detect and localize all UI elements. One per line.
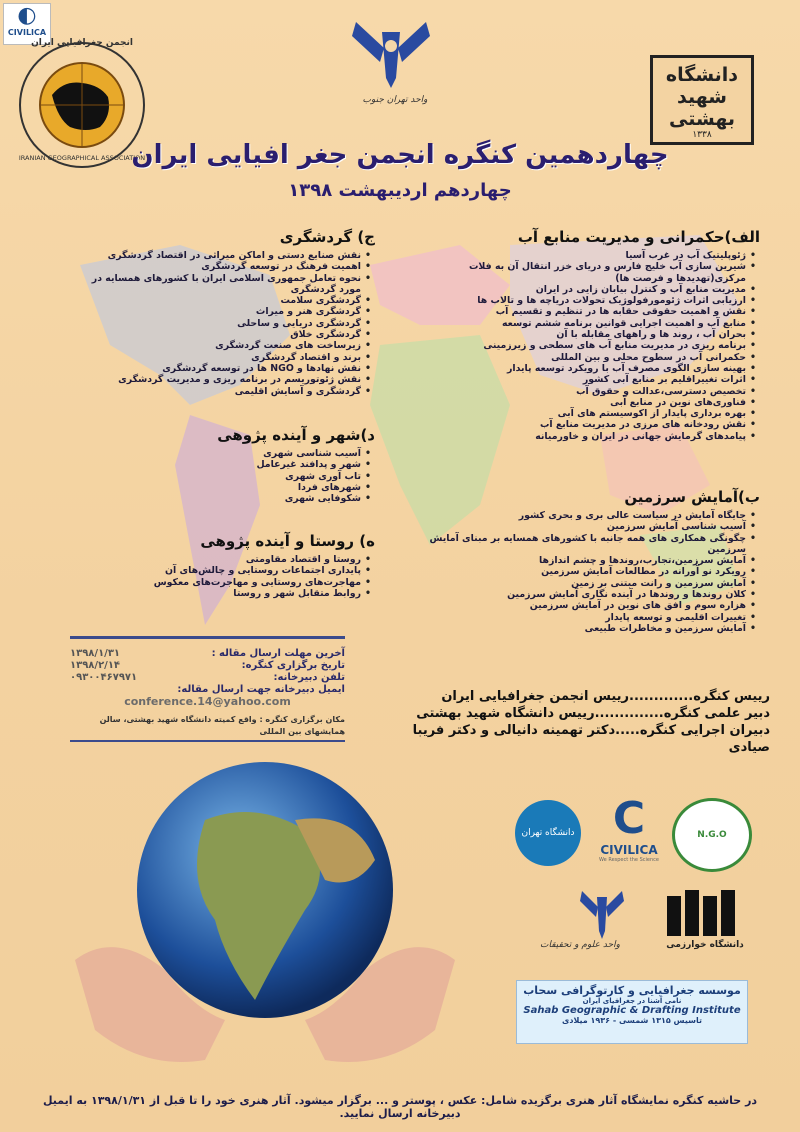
sahab-english-name: Sahab Geographic & Drafting Institute	[523, 1005, 741, 1016]
list-item: • آمایش سرزمین و مخاطرات طبیعی	[400, 623, 746, 634]
list-item: • اهمیت فرهنگ در توسعه گردشگری	[75, 261, 361, 272]
official-line: دبیر علمی کنگره..............رییس دانشگاه شهید بهشتی	[416, 706, 770, 721]
section-land-use-planning	[400, 488, 760, 634]
ngo-logo	[672, 798, 752, 872]
deadline-value: ۱۳۹۸/۱/۳۱	[70, 648, 121, 659]
azad-science-caption: واحد علوم و تحقیقات	[540, 940, 620, 950]
list-item: • پایداری اجتماعات روستایی و چالش‌های آن	[95, 565, 361, 576]
section-e-list	[95, 554, 375, 599]
list-item: • نقش صنایع دستی و اماکن میراثی در اقتصاد گردشگری	[75, 250, 361, 261]
section-d-list	[95, 448, 375, 504]
civilica-badge-label: CIVILICA	[7, 28, 47, 37]
official-line: رییس کنگره.............رییس انجمن جغرافیایی ایران	[441, 689, 770, 704]
congress-title: چهاردهمین کنگره انجمن جغر افیایی ایران	[131, 140, 669, 170]
list-item: • چگونگی همکاری های همه جانبه با کشورهای همسایه بر مبنای آمایش سرزمین	[400, 533, 746, 556]
sahab-established: تاسیس ۱۳۱۵ شمسی - ۱۹۳۶ میلادی	[562, 1016, 702, 1025]
azad-science-logo	[578, 885, 626, 945]
list-item: • اثرات تغییراقلیم بر منابع آبی کشور	[400, 374, 746, 385]
important-dates	[70, 648, 345, 738]
list-item: • برند و اقتصاد گردشگری	[75, 352, 361, 363]
section-c-heading: ج) گردشگری	[279, 228, 375, 246]
sahab-institute-logo	[516, 980, 748, 1044]
beheshti-logo	[650, 55, 754, 145]
congress-date-subtitle: چهاردهم اردیبهشت ۱۳۹۸	[288, 180, 512, 201]
congress-date-value: ۱۳۹۸/۲/۱۴	[70, 660, 121, 671]
civilica-label: CIVILICA	[600, 843, 658, 857]
sahab-subtitle: نامی آشنا در جغرافیای ایران	[582, 997, 682, 1005]
list-item: • هزاره سوم و افق های نوین در آمایش سرزمین	[400, 600, 746, 611]
section-a-heading: الف)حکمرانی و مدیریت منابع آب	[517, 228, 760, 246]
azad-university-logo	[350, 12, 432, 92]
list-item: • بهینه سازی الگوی مصرف آب با رویکرد توسعه پایدار	[400, 363, 746, 374]
section-e-heading: ه) روستا و آینده پژوهی	[200, 532, 375, 550]
list-item: • روابط متقابل شهر و روستا	[95, 588, 361, 599]
phone-label: تلفن دبیرخانه:	[273, 672, 345, 683]
congress-officials	[380, 688, 770, 756]
phone-value: ۰۹۳۰۰۴۶۷۹۷۱	[70, 672, 138, 683]
kharazmi-logo	[655, 890, 747, 936]
list-item: • نحوه تعامل جمهوری اسلامی ایران با کشورهای همسایه در مورد گردشگری	[75, 273, 361, 296]
list-item: • گردشگری و آسایش اقلیمی	[75, 386, 361, 397]
section-tourism	[75, 228, 375, 397]
list-item: • پیامدهای گرمایش جهانی در ایران و خاورمیانه	[400, 431, 746, 442]
email-link[interactable]: conference.14@yahoo.com	[124, 695, 291, 708]
list-item: • نقش و اهمیت حقوقی حقابه ها در تنظیم و تقسیم آب	[400, 306, 746, 317]
official-line: دبیران اجرایی کنگره.....دکتر تهمینه دانیالی و دکتر فریبا صیادی	[412, 723, 770, 755]
list-item: • آمایش سرزمین و رانت مبتنی بر زمین	[400, 578, 746, 589]
azad-caption: واحد تهران جنوب	[362, 95, 428, 105]
email-label: ایمیل دبیرخانه جهت ارسال مقاله:	[177, 684, 345, 695]
list-item: • بحران آب ، روند ها و راههای مقابله با آن	[400, 329, 746, 340]
section-rural-futures	[95, 532, 375, 599]
list-item: • گردشگری خلاق	[75, 329, 361, 340]
civilica-logo	[592, 795, 666, 870]
civilica-tagline: We Respect the Science	[599, 857, 659, 863]
list-item: • آمایش سرزمین،تجارب،روندها و چشم اندازها	[400, 555, 746, 566]
list-item: • شکوفایی شهری	[95, 493, 361, 504]
list-item: • گردشگری هنر و میراث	[75, 306, 361, 317]
deadline-label: آخرین مهلت ارسال مقاله :	[211, 648, 345, 659]
list-item: • گردشگری سلامت	[75, 295, 361, 306]
list-item: • تغییرات اقلیمی و توسعه پایدار	[400, 612, 746, 623]
list-item: • تخصیص دسترسی،عدالت و حقوق آب	[400, 386, 746, 397]
list-item: • فناوری‌های نوین در منابع آبی	[400, 397, 746, 408]
beheshti-logo-text: دانشگاه شهید بهشتی	[665, 64, 739, 130]
divider-top	[70, 636, 345, 639]
beheshti-year: ۱۳۳۸	[692, 130, 712, 140]
section-water-governance	[400, 228, 760, 442]
section-b-list	[400, 510, 760, 634]
list-item: • ارزیابی اثرات ژئومورفولوژیک تحولات دریاچه ها و تالاب ها	[400, 295, 746, 306]
list-item: • روستا و اقتصاد مقاومتی	[95, 554, 361, 565]
tehran-university-label: دانشگاه تهران	[521, 828, 575, 838]
list-item: • تاب آوری شهری	[95, 471, 361, 482]
list-item: • کلان روندها و روندها در آینده نگاری آمایش سرزمین	[400, 589, 746, 600]
list-item: • آسیب شناسی شهری	[95, 448, 361, 459]
congress-date-label: تاریخ برگزاری کنگره:	[241, 660, 345, 671]
list-item: • نقش ژئوتوریسم در برنامه ریزی و مدیریت گردشگری	[75, 374, 361, 385]
list-item: • جایگاه آمایش در سیاست عالی بری و بحری کشور	[400, 510, 746, 521]
ngo-label: N.G.O	[697, 830, 727, 840]
association-ring-english: IRANIAN GEOGRAPHICAL ASSOCIATION	[18, 154, 146, 162]
list-item: • آسیب شناسی آمایش سرزمین	[400, 521, 746, 532]
kharazmi-caption: دانشگاه خوارزمی	[666, 940, 744, 950]
list-item: • شهرهای فردا	[95, 482, 361, 493]
section-c-list	[75, 250, 375, 397]
list-item: • حکمرانی آب در سطوح محلی و بین المللی	[400, 352, 746, 363]
divider-bottom	[70, 740, 345, 742]
section-b-heading: ب)آمایش سرزمین	[624, 488, 760, 506]
list-item: • رویکرد نو آورانه در مطالعات آمایش سرزمین	[400, 566, 746, 577]
venue-label: مکان برگزاری کنگره :	[259, 715, 345, 724]
civilica-c-icon: C	[612, 793, 646, 844]
section-d-heading: د)شهر و آینده پژوهی	[217, 426, 375, 444]
list-item: • گردشگری دریایی و ساحلی	[75, 318, 361, 329]
list-item: • زیرساخت های صنعت گردشگری	[75, 340, 361, 351]
footer-note: در حاشیه کنگره نمایشگاه آثار هنری برگزیده شامل: عکس ، پوستر و ... برگزار میشود. آثار هنری خود را تا قبل از ۱۳۹۸/۱/۳۱ به ایمیل دبیرخانه ارسال نمایید.	[42, 1094, 758, 1120]
globe-in-hands-image	[55, 760, 475, 1085]
association-ring-text: انجمن جغرافیایی ایران	[31, 38, 133, 48]
tehran-university-logo	[515, 800, 581, 866]
list-item: • شهر و پدافند غیرعامل	[95, 459, 361, 470]
venue-value: واقع کمیته دانشگاه شهید بهشتی، سالن همایشهای بین المللی	[99, 715, 345, 736]
list-item: • مهاجرت‌های روستایی و مهاجرت‌های معکوس	[95, 577, 361, 588]
list-item: • مدیریت منابع آب و کنترل بیابان زایی در ایران	[400, 284, 746, 295]
list-item: • شیرین سازی آب خلیج فارس و دریای خزر انتقال آن به فلات مرکزی(تهدیدها و فرصت ها)	[400, 261, 746, 284]
section-urban-futures	[95, 426, 375, 504]
list-item: • نقش رودخانه های مرزی در مدیریت منابع آب	[400, 419, 746, 430]
list-item: • منابع آب و اهمیت اجرایی قوانین برنامه ششم توسعه	[400, 318, 746, 329]
list-item: • ژئوپلیتیک آب در غرب آسیا	[400, 250, 746, 261]
sahab-title: موسسه جغرافیایی و کارتوگرافی سحاب	[523, 984, 741, 997]
list-item: • نقش نهادها و NGO ها در توسعه گردشگری	[75, 363, 361, 374]
section-a-list	[400, 250, 760, 442]
list-item: • بهره برداری پایدار از اکوسیستم های آبی	[400, 408, 746, 419]
list-item: • برنامه ریزی در مدیریت منابع آب های سطحی و زیرزمینی	[400, 340, 746, 351]
civilica-c-icon: ◐	[17, 3, 37, 28]
